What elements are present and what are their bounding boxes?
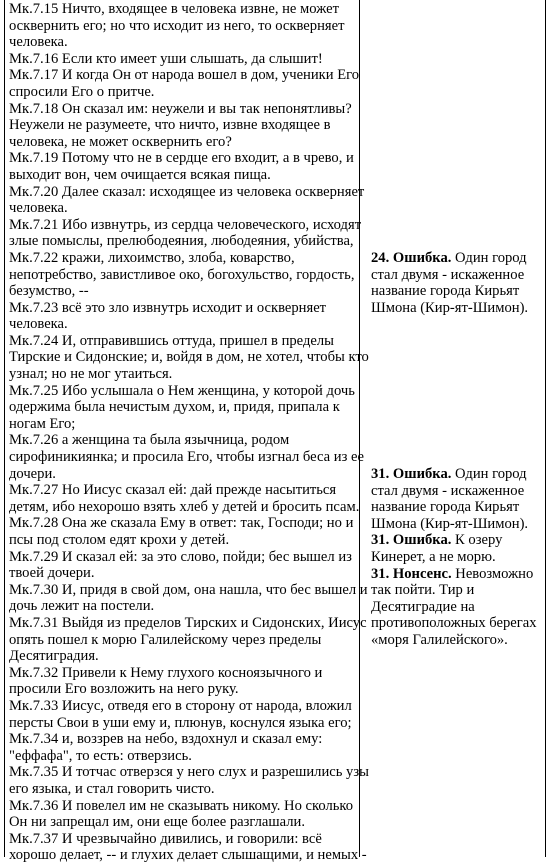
commentary-text: «моря Галилейского». [371, 631, 508, 648]
commentary-line [371, 566, 543, 583]
commentary-text: Невозможно [451, 565, 534, 582]
verse-line: узнал; но не мог утаиться. [9, 366, 173, 383]
commentary-line [371, 532, 543, 549]
commentary-text: стал двумя - искаженное [371, 482, 525, 499]
verse-line: Мк.7.36 И повелел им не сказывать никому. Но сколько [9, 797, 354, 814]
verse-line: спросили Его о притче. [9, 83, 155, 100]
commentary-line [371, 499, 543, 516]
commentary-line [371, 466, 543, 483]
verse-line: опять пошел к морю Галилейскому через пределы [9, 631, 322, 648]
commentary-label: 31. Ошибка. [371, 466, 452, 482]
verse-line: хорошо делает, -- и глухих делает слышащими, и немых - [9, 847, 367, 864]
verse-line: Мк.7.24 И, отправившись оттуда, пришел в пределы [9, 332, 334, 349]
column-divider [359, 0, 360, 857]
verse-line: Мк.7.33 Иисус, отведя его в сторону от народа, вложил [9, 697, 352, 714]
verse-line: Мк.7.19 Потому что не в сердце его входит, а в чрево, и [9, 150, 354, 167]
commentary-text: название города Кирьят [371, 283, 520, 300]
commentary-text: Шмона (Кир-ят-Шимон). [371, 515, 529, 532]
verse-line: Мк.7.22 кражи, лихоимство, злоба, коварство, [9, 249, 295, 266]
verse-line: злые помыслы, прелюбодеяния, любодеяния, убийства, [9, 233, 354, 250]
scripture-text-column [9, 1, 369, 864]
commentary-line [371, 283, 543, 300]
commentary-line [371, 615, 543, 632]
verse-line: Мк.7.20 Далее сказал: исходящее из человека оскверняет [9, 183, 365, 200]
verse-line: Мк.7.34 и, воззрев на небо, вздохнул и сказал ему: [9, 731, 323, 748]
verse-line: просили Его возложить на него руку. [9, 681, 239, 698]
verse-line: Мк.7.17 И когда Он от народа вошел в дом, ученики Его [9, 67, 360, 84]
commentary-line [371, 632, 543, 649]
commentary-line [371, 599, 543, 616]
verse-line: осквернить его; но что исходит из него, то оскверняет [9, 17, 345, 34]
commentary-block-2 [371, 466, 543, 649]
verse-line: Мк.7.31 Выйдя из пределов Тирских и Сидонских, Иисус [9, 614, 367, 631]
verse-line: дочери. [9, 465, 56, 482]
verse-line: его языка, и стал говорить чисто. [9, 780, 215, 797]
commentary-line [371, 516, 543, 533]
commentary-block-1 [371, 250, 543, 316]
verse-line: Мк.7.30 И, придя в свой дом, она нашла, что бес вышел и [9, 581, 368, 598]
verse-line: ногам Его; [9, 415, 76, 432]
commentary-line [371, 250, 543, 267]
commentary-text: Один город [451, 466, 527, 482]
verse-line: безумство, -- [9, 283, 89, 300]
commentary-line [371, 549, 543, 566]
verse-line: человека. [9, 200, 68, 217]
verse-line: человека. [9, 34, 68, 51]
commentary-text: название города Кирьят [371, 499, 520, 516]
commentary-line [371, 267, 543, 284]
verse-line: Неужели не разумеете, что ничто, извне входящее в [9, 117, 331, 134]
verse-line: Мк.7.26 а женщина та была язычница, родом [9, 432, 290, 449]
verse-line: Мк.7.28 Она же сказала Ему в ответ: так, Господи; но и [9, 515, 354, 532]
verse-line: Мк.7.27 Но Иисус сказал ей: дай прежде насытиться [9, 482, 337, 499]
commentary-line [371, 582, 543, 599]
verse-line: персты Свои в уши ему и, плюнув, коснулся языка его; [9, 714, 352, 731]
verse-line: Мк.7.32 Привели к Нему глухого косноязычного и [9, 664, 323, 681]
commentary-text: Шмона (Кир-ят-Шимон). [371, 299, 529, 316]
verse-line: "еффафа", то есть: отверзись. [9, 747, 192, 764]
verse-line: Десятиградия. [9, 648, 99, 665]
verse-line: Мк.7.18 Он сказал им: неужели и вы так непонятливы? [9, 100, 352, 117]
commentary-line [371, 300, 543, 317]
verse-line: Мк.7.29 И сказал ей: за это слово, пойди; бес вышел из [9, 548, 352, 565]
commentary-text: Кинерет, а не морю. [371, 548, 496, 565]
commentary-text: стал двумя - искаженное [371, 266, 525, 283]
verse-line: Мк.7.16 Если кто имеет уши слышать, да слышит! [9, 50, 323, 67]
verse-line: сирофиникиянка; и просила Его, чтобы изгнал беса из ее [9, 449, 364, 466]
verse-line: человека, не может осквернить его? [9, 133, 232, 150]
commentary-text: противоположных берегах [371, 615, 537, 632]
commentary-label: 31. Ошибка. [371, 532, 452, 549]
verse-line: одержима была нечистым духом, и, придя, припала к [9, 399, 340, 416]
commentary-label: 24. Ошибка. [371, 250, 452, 266]
verse-line: твоей дочери. [9, 565, 95, 582]
commentary-text: Один город [451, 250, 527, 266]
verse-line: Он ни запрещал им, они еще более разглашали. [9, 814, 305, 831]
verse-line: Тирские и Сидонские; и, войдя в дом, не хотел, чтобы кто [9, 349, 369, 366]
verse-line: дочь лежит на постели. [9, 598, 155, 615]
commentary-text: Десятиградие на [371, 598, 475, 615]
verse-line: выходит вон, чем очищается всякая пища. [9, 166, 271, 183]
verse-line: Мк.7.15 Ничто, входящее в человека извне, не может [9, 1, 339, 17]
commentary-text: К озеру [451, 532, 503, 549]
commentary-label: 31. Нонсенс. [371, 565, 452, 582]
verse-line: Мк.7.25 Ибо услышала о Нем женщина, у которой дочь [9, 382, 355, 399]
commentary-text: так пойти. Тир и [371, 582, 475, 599]
verse-line: Мк.7.37 И чрезвычайно дивились, и говорили: всё [9, 830, 322, 847]
verse-line: Мк.7.23 всё это зло извнутрь исходит и оскверняет [9, 299, 327, 316]
verse-line: псы под столом едят крохи у детей. [9, 532, 230, 548]
verse-line: Мк.7.21 Ибо извнутрь, из сердца человеческого, исходят [9, 216, 362, 233]
verse-line: человека. [9, 316, 68, 333]
verse-line: детям, ибо нехорошо взять хлеб у детей и бросить псам. [9, 498, 360, 515]
verse-line: непотребство, завистливое око, богохульство, гордость, [9, 266, 355, 283]
verse-line: Мк.7.35 И тотчас отверзся у него слух и разрешились узы [9, 764, 369, 781]
commentary-line [371, 483, 543, 500]
